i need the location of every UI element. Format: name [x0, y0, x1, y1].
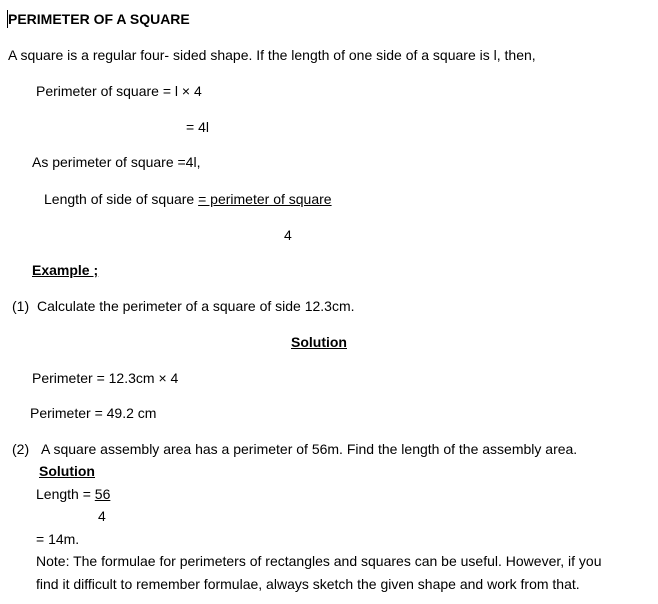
- question-1-number: (1): [12, 298, 30, 314]
- question-2-number: (2): [12, 441, 30, 457]
- question-2: [12, 440, 577, 458]
- example-heading-text: Example ;: [32, 262, 99, 278]
- page-title: PERIMETER OF A SQUARE: [8, 11, 190, 27]
- formula-perimeter-line2: = 4l: [186, 119, 209, 135]
- solution-2-denominator: 4: [98, 508, 106, 524]
- as-perimeter-statement: As perimeter of square =4l,: [32, 154, 201, 170]
- solution-2-heading: Solution: [39, 463, 95, 479]
- solution-1-line1: Perimeter = 12.3cm × 4: [32, 370, 179, 386]
- example-heading: [32, 261, 98, 279]
- solution-2-length-label: Length =: [36, 486, 95, 502]
- length-formula: [44, 190, 332, 208]
- question-1: [12, 297, 355, 315]
- intro-paragraph: A square is a regular four- sided shape. If the length of one side of a square is l, then,: [8, 47, 536, 63]
- length-formula-numerator: = perimeter of square: [198, 191, 332, 207]
- formula-perimeter-line1: Perimeter of square = l × 4: [36, 83, 202, 99]
- solution-2-numerator: 56: [94, 486, 111, 502]
- solution-2-result: = 14m.: [36, 531, 80, 547]
- solution-1-line2: Perimeter = 49.2 cm: [30, 405, 157, 421]
- length-formula-label: Length of side of square: [44, 191, 199, 207]
- note-line-2: find it difficult to remember formulae, always sketch the given shape and work from that.: [36, 576, 580, 592]
- solution-1-heading: Solution: [291, 334, 347, 350]
- question-2-text: A square assembly area has a perimeter of 56m. Find the length of the assembly area.: [41, 441, 578, 457]
- solution-2-length: [36, 485, 110, 503]
- note-line-1: Note: The formulae for perimeters of rectangles and squares can be useful. However, if you: [36, 553, 602, 569]
- question-1-text: Calculate the perimeter of a square of side 12.3cm.: [37, 298, 355, 314]
- length-formula-denominator: 4: [284, 227, 292, 243]
